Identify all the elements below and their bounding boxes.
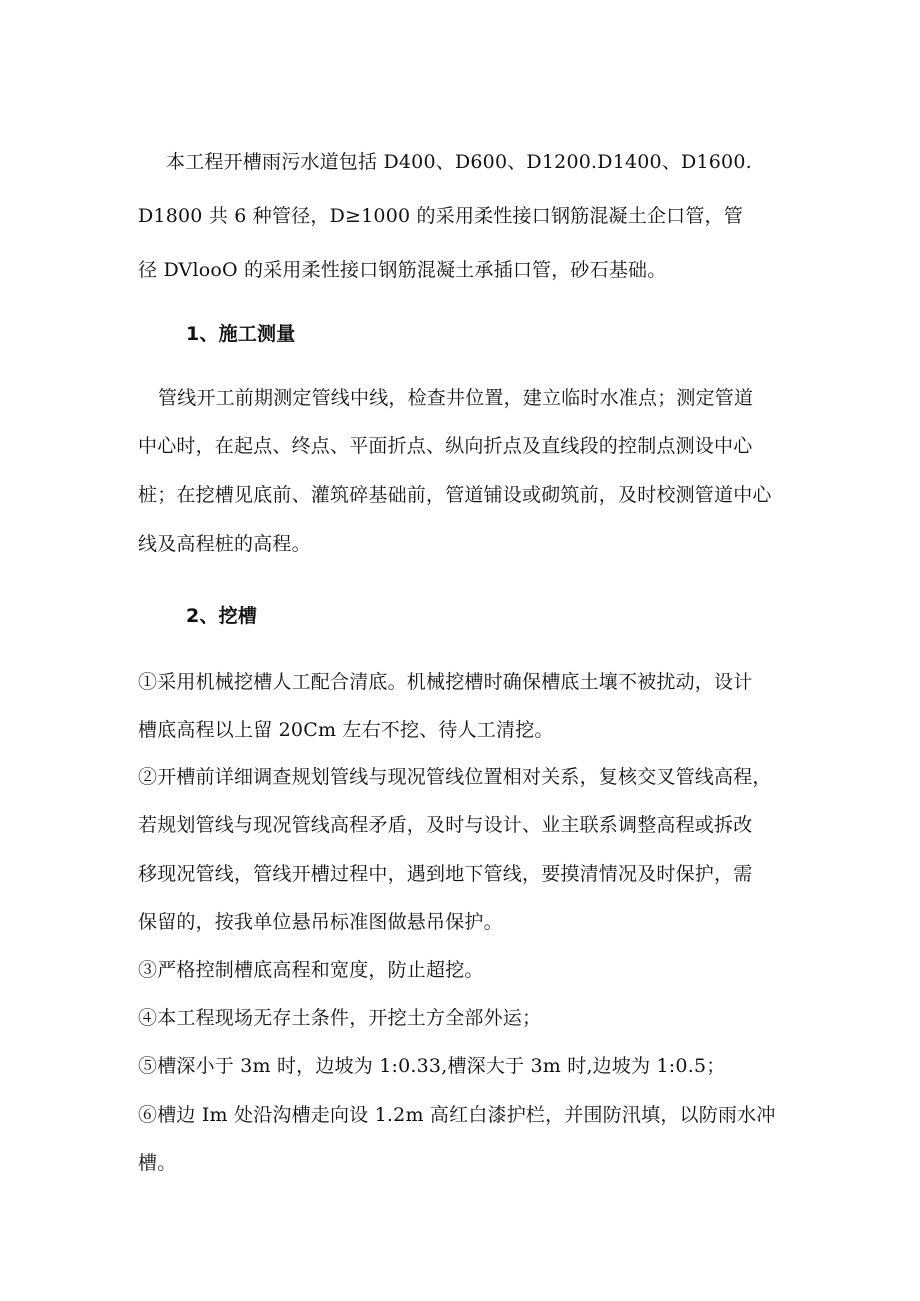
intro-line: 本工程开槽雨污水道包括 D400、D600、D1200.D1400、D1600. (166, 151, 752, 173)
section-heading: 1、施工测量 (186, 323, 296, 345)
list-line: 槽底高程以上留 20Cm 左右不挖、待人工清挖。 (138, 719, 554, 741)
list-line: ①采用机械挖槽人工配合清底。机械挖槽时确保槽底土壤不被扰动，设计 (138, 671, 753, 693)
section-heading: 2、挖槽 (186, 605, 258, 627)
list-line: 槽。 (138, 1152, 177, 1174)
list-line: 若规划管线与现况管线高程矛盾，及时与设计、业主联系调整高程或拆改 (138, 814, 753, 836)
list-line: ⑤槽深小于 3m 时，边坡为 1:0.33,槽深大于 3m 时,边坡为 1:0.5； (138, 1055, 726, 1077)
list-line: ③严格控制槽底高程和宽度，防止超挖。 (138, 959, 484, 981)
list-line: ④本工程现场无存土条件，开挖土方全部外运； (138, 1007, 542, 1029)
list-line: 保留的，按我单位悬吊标准图做悬吊保护。 (138, 911, 503, 933)
list-line: 移现况管线，管线开槽过程中，遇到地下管线，要摸清情况及时保护，需 (138, 863, 753, 885)
list-line: ⑥槽边 Im 处沿沟槽走向设 1.2m 高红白漆护栏，并围防汛填，以防雨水冲 (138, 1104, 776, 1126)
body-line: 桩；在挖槽见底前、灌筑碎基础前，管道铺设或砌筑前，及时校测管道中心 (138, 484, 772, 506)
intro-line: 径 DVlooO 的采用柔性接口钢筋混凝土承插口管，砂石基础。 (138, 259, 667, 281)
body-line: 线及高程桩的高程。 (138, 533, 311, 555)
body-line: 管线开工前期测定管线中线，检查井位置，建立临时水准点；测定管道 (158, 387, 754, 409)
body-line: 中心时，在起点、终点、平面折点、纵向折点及直线段的控制点测设中心 (138, 435, 753, 457)
list-line: ②开槽前详细调查规划管线与现况管线位置相对关系，复核交叉管线高程， (138, 766, 772, 788)
intro-line: D1800 共 6 种管径，D≥1000 的采用柔性接口钢筋混凝土企口管，管 (138, 205, 743, 227)
